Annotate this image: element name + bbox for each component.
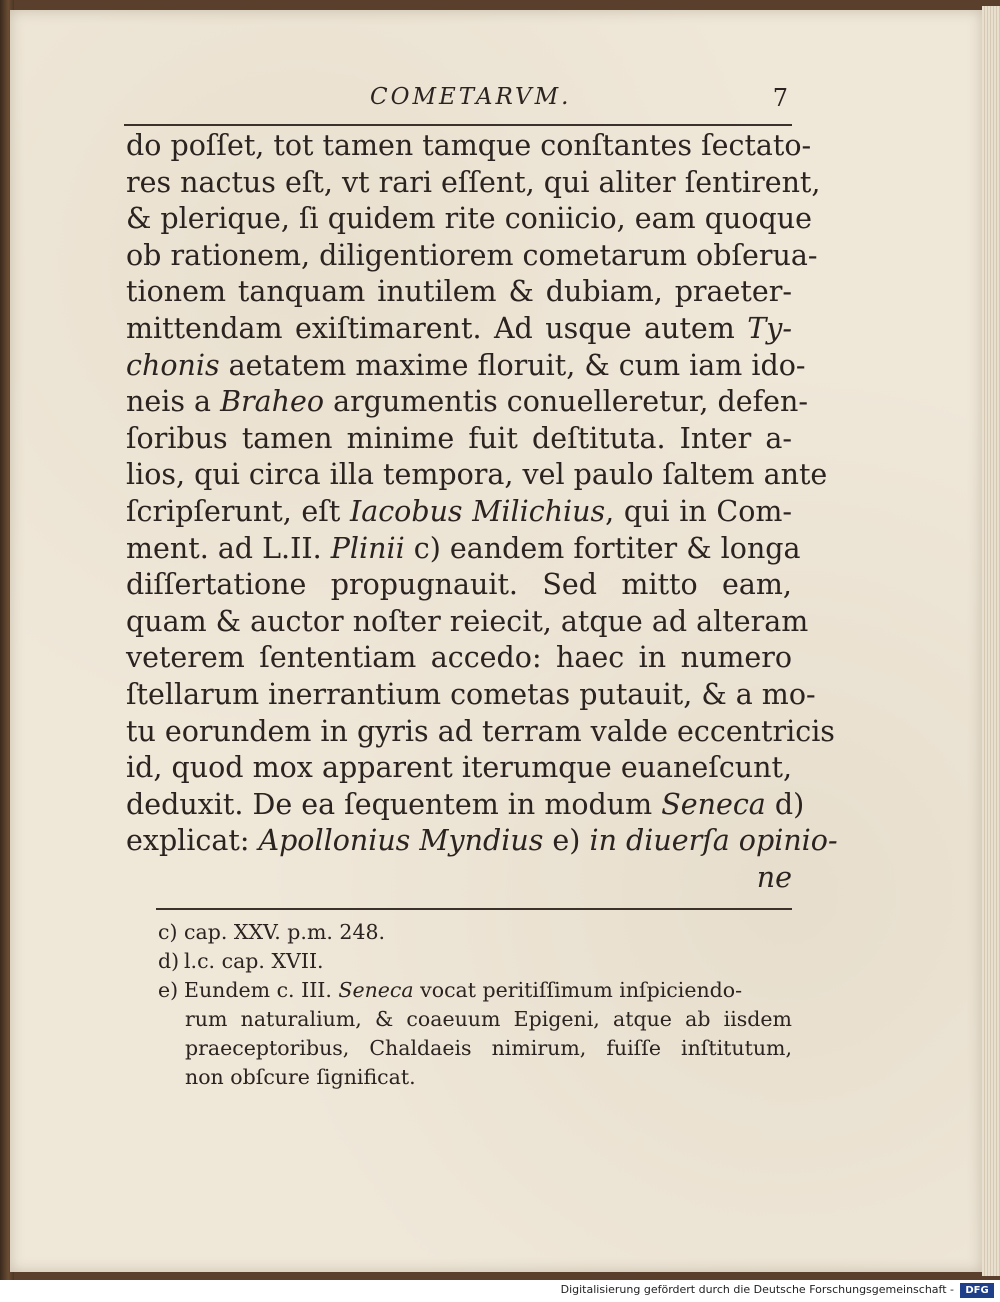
text-run: neis a [126,385,221,419]
digitization-credit: Digitalisierung gefördert durch die Deutsche Forschungsgemeinschaft - [560,1283,954,1296]
body-text [126,128,838,896]
text-run: do poſſet, tot tamen tamque conſtantes ſectato- [126,129,812,162]
text-line [126,421,792,458]
text-run: tionem tanquam inutilem & dubiam, praeter- [126,275,792,309]
footnote-continuation: rum naturalium, & coaeuum Epigeni, atque ab iisdem [185,1007,792,1031]
italic-text: in diuerſa opinio- [589,824,838,858]
text-line [126,348,806,385]
italic-text: Apollonius Myndius [258,824,544,858]
running-title: COMETARVM. [370,84,572,110]
text-line [126,567,792,604]
text-line [126,238,818,275]
text-run: , qui in Com- [605,494,793,528]
text-line [126,677,816,714]
page-header [128,84,792,120]
text-line [126,274,792,311]
text-line [126,494,792,531]
footnotes [158,918,792,1092]
text-line [126,165,821,202]
text-line [126,311,792,348]
footnote-mark: c) [158,920,178,944]
footnote [158,918,792,947]
header-rule [124,124,792,126]
text-run: lios, qui circa illa tempora, vel paulo ſaltem ante [126,458,828,492]
italic-text: Seneca [338,978,414,1002]
text-run: diſſertatione propugnauit. Sed mitto eam, [126,568,792,602]
text-line [126,714,835,751]
footnote [158,947,792,976]
text-run: mittendam exiſtimarent. Ad usque autem [126,311,748,345]
text-run: c) eandem fortiter & longa [404,531,801,565]
text-run: res nactus eſt, vt rari eſſent, qui aliter ſentirent, [126,165,821,199]
text-line [126,787,805,824]
text-run: Eundem c. III. [184,978,339,1002]
dfg-logo: DFG [960,1283,994,1298]
text-line [126,640,792,677]
italic-text: Iacobus Milichius [349,494,606,528]
footnote [158,976,792,1005]
italic-text: Ty- [747,311,792,345]
text-run: tu eorundem in gyris ad terram valde eccentricis [126,714,835,748]
footnote-rule [156,908,792,910]
text-run: argumentis conuelleretur, defen- [324,385,809,419]
text-run: d) [765,787,805,821]
text-run: id, quod mox apparent iterumque euaneſcunt, [126,751,792,785]
text-line [126,457,828,494]
italic-text: ne [756,860,792,894]
text-run: vocat peritiſſimum inſpiciendo- [413,978,743,1002]
text-line [126,860,792,897]
text-run: & plerique, ſi quidem rite coniicio, eam quoque [126,202,812,236]
italic-text: Plinii [330,531,405,565]
text-line [126,201,812,238]
page-stack-edge [982,6,1000,1276]
text-line [126,604,809,641]
text-run: deduxit. De ea ſequentem in modum [126,787,662,821]
footer-bar [0,1280,1000,1302]
text-run: e) [543,824,590,858]
footnote-mark: e) [158,978,179,1002]
italic-text: Seneca [661,787,766,821]
italic-text: Braheo [220,385,325,419]
footnote-text: l.c. cap. XVII. [184,949,324,973]
text-line [126,384,809,421]
text-line [126,823,838,860]
italic-text: chonis [126,348,220,382]
text-run: ſtellarum inerrantium cometas putauit, & a mo- [126,677,816,711]
text-run: ob rationem, diligentiorem cometarum obſerua- [126,238,818,272]
text-run: quam & auctor noſter reiecit, atque ad alteram [126,604,809,638]
text-run: ment. ad L.II. [126,531,331,565]
text-run: ſoribus tamen minime fuit deſtituta. Inter a- [126,421,792,455]
text-line [126,750,792,787]
text-run: explicat: [126,824,259,858]
footnote-continuation: non obſcure ſignificat. [185,1065,416,1089]
footnote-continuation: praeceptoribus, Chaldaeis nimirum, fuiſſe inſtitutum, [185,1036,792,1060]
footnote-text: cap. XXV. p.m. 248. [184,920,386,944]
footnote-mark: d) [158,949,180,973]
text-run: aetatem maxime floruit, & cum iam ido- [219,348,806,382]
text-line [126,531,801,568]
page-number: 7 [772,84,788,112]
text-run: ſcripſerunt, eſt [126,494,350,528]
text-line [126,128,812,165]
text-run: veterem ſententiam accedo: haec in numero [126,641,792,675]
